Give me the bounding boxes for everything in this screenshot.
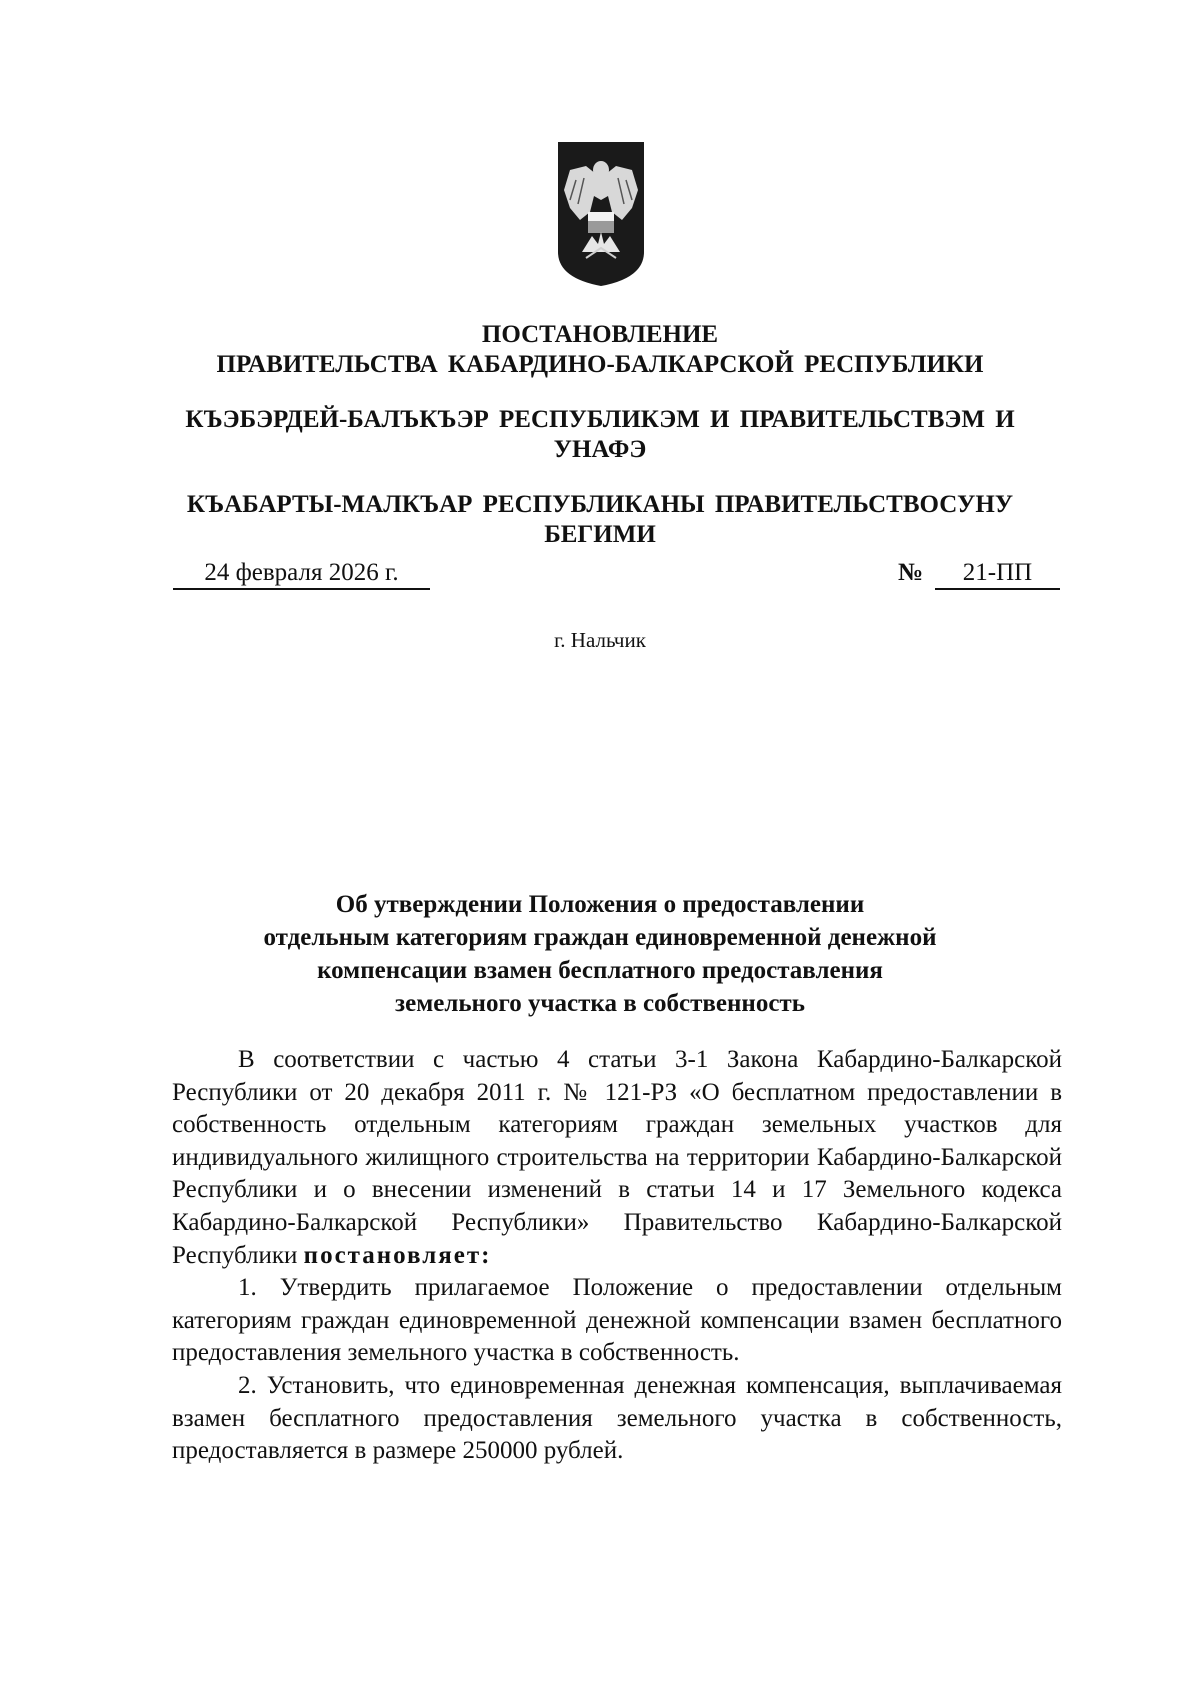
decree-word: постановляет:	[303, 1241, 492, 1269]
title-line: УНАФЭ	[553, 436, 647, 463]
item-2-paragraph: 2. Установить, что единовременная денежная компенсация, выплачиваемая взамен бесплатного предоставления земельного участка в собственность, предоставляется в размере 250000 рублей.	[172, 1371, 1062, 1465]
coat-of-arms-emblem	[556, 140, 646, 288]
city-name: г. Нальчик	[554, 628, 646, 652]
title-balkar	[160, 490, 1040, 550]
resolution-body	[172, 1044, 1062, 1468]
title-kabardian	[160, 405, 1040, 465]
preamble-text: В соответствии с частью 4 статьи 3-1 Закона Кабардино-Балкарской Республики от 20 декабря 2011 г. № 121-РЗ «О бесплатном предоставлении в собственность отдельным категориям граждан земельных участков для индивидуального жилищного строительства на территории Кабардино-Балкарской Республики и о внесении изменений в статьи 14 и 17 Земельного кодекса Кабардино-Балкарской Республики» Правительство Кабардино-Балкарской Республики	[172, 1046, 1062, 1269]
preamble-paragraph	[172, 1044, 1062, 1272]
subject-line: Об утверждении Положения о предоставлении	[335, 891, 865, 918]
title-line: КЪЭБЭРДЕЙ-БАЛЪКЪЭР РЕСПУБЛИКЭМ И ПРАВИТЕЛЬСТВЭМ И	[185, 406, 1015, 433]
resolution-title	[160, 320, 1040, 380]
resolution-number: 21-ПП	[935, 558, 1060, 590]
item-1-paragraph: 1. Утвердить прилагаемое Положение о предоставлении отдельным категориям граждан единовременной денежной компенсации взамен бесплатного предоставления земельного участка в собственность.	[172, 1274, 1062, 1367]
number-label: №	[898, 559, 924, 586]
title-line: ПОСТАНОВЛЕНИЕ	[481, 321, 719, 348]
title-line: КЪАБАРТЫ-МАЛКЪАР РЕСПУБЛИКАНЫ ПРАВИТЕЛЬСТВОСУНУ	[186, 491, 1014, 518]
title-line: ПРАВИТЕЛЬСТВА КАБАРДИНО-БАЛКАРСКОЙ РЕСПУБЛИКИ	[216, 351, 984, 378]
subject-line: отдельным категориям граждан единовременной денежной	[263, 924, 937, 951]
title-line: БЕГИМИ	[544, 521, 656, 548]
resolution-date: 24 февраля 2026 г.	[173, 558, 430, 590]
resolution-subject	[200, 888, 1000, 1020]
subject-line: земельного участка в собственность	[395, 990, 805, 1017]
subject-line: компенсации взамен бесплатного предоставления	[317, 957, 883, 984]
